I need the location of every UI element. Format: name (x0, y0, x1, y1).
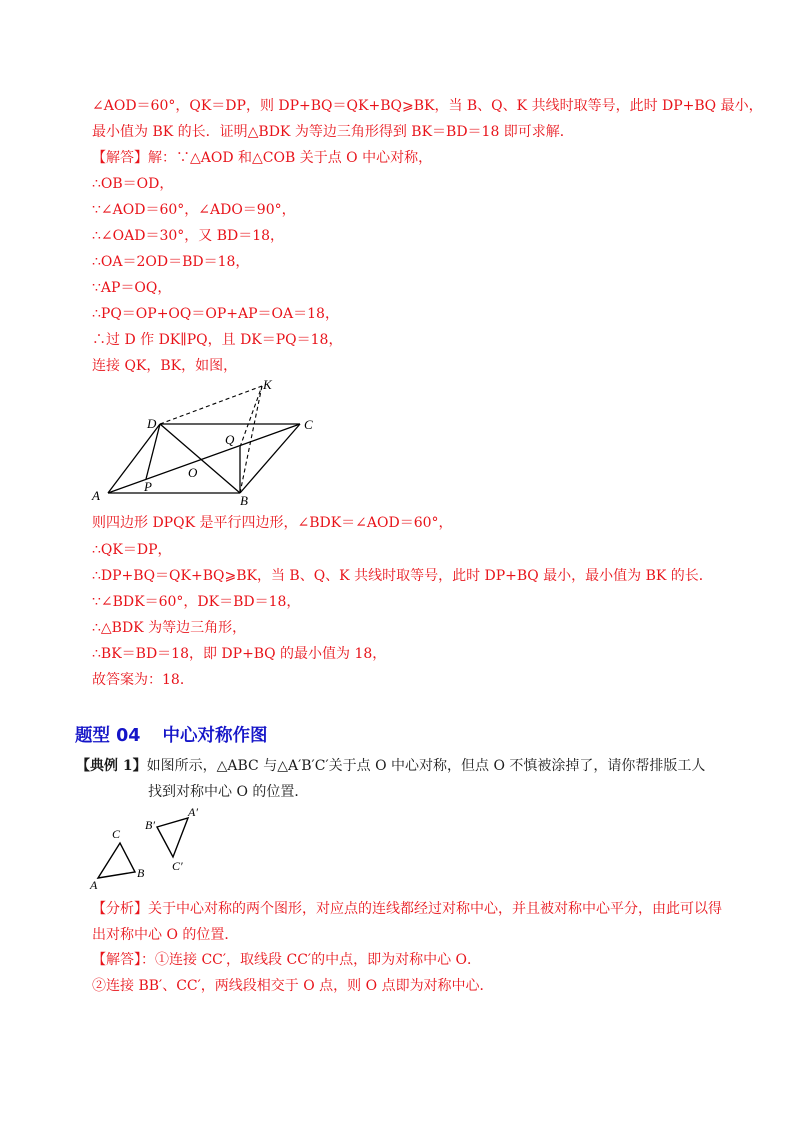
section-heading (75, 722, 267, 747)
example-text-1: 如图所示，△ABC 与△A′B′C′关于点 O 中心对称，但点 O 不慎被涂掉了，请你帮排版工人 (146, 758, 706, 774)
label-A: A (92, 488, 100, 503)
example-line-1 (76, 756, 705, 776)
segment-AD (108, 424, 160, 493)
label-Q: Q (225, 432, 235, 447)
analysis2-line-1: 【分析】关于中心对称的两个图形，对应点的连线都经过对称中心，并且被对称中心平分，由此可以得 (92, 901, 722, 917)
solution2-line-2: ∴QK＝DP， (92, 542, 172, 558)
triangle-ABC (98, 843, 135, 878)
triangle-A1B1C1 (157, 818, 188, 857)
label-A: A (90, 878, 98, 892)
solution-line-8: ∴过 D 作 DK∥PQ，且 DK＝PQ＝18， (92, 332, 343, 348)
solution-line-4: ∴∠OAD＝30°，又 BD＝18， (92, 228, 285, 244)
label-B-prime: B′ (145, 818, 155, 832)
label-C: C (304, 417, 313, 432)
analysis-line-2: 最小值为 BK 的长．证明△BDK 为等边三角形得到 BK＝BD＝18 即可求解． (92, 124, 574, 140)
label-P: P (144, 479, 152, 494)
solution-line-9: 连接 QK，BK，如图， (92, 358, 238, 374)
solution2-line-7: 故答案为：18． (92, 672, 194, 688)
triangles-figure (86, 802, 216, 894)
solution-line-2: ∴OB＝OD， (92, 176, 174, 192)
section-number: 题型 04 (75, 726, 141, 746)
analysis2-line-2: 出对称中心 O 的位置． (92, 927, 239, 943)
analysis-line-1: ∠AOD＝60°，QK＝DP，则 DP+BQ＝QK+BQ⩾BK，当 B、Q、K 共线时取等号，此时 DP+BQ 最小， (92, 98, 763, 114)
solution-line-5: ∴OA＝2OD＝BD＝18， (92, 254, 250, 270)
solution2-line-3: ∴DP+BQ＝QK+BQ⩾BK，当 B、Q、K 共线时取等号，此时 DP+BQ 最小，最小值为 BK 的长． (92, 568, 713, 584)
parallelogram-figure (88, 374, 328, 508)
solution3-line-1: 【解答】：①连接 CC′，取线段 CC′的中点，即为对称中心 O． (92, 952, 482, 968)
solution2-line-5: ∴△BDK 为等边三角形， (92, 620, 247, 636)
label-B: B (137, 866, 145, 880)
solution2-line-4: ∵∠BDK＝60°，DK＝BD＝18， (92, 594, 301, 610)
solution2-line-1: 则四边形 DPQK 是平行四边形，∠BDK＝∠AOD＝60°， (92, 515, 453, 531)
solution-line-3: ∵∠AOD＝60°，∠ADO＝90°， (92, 202, 296, 218)
label-O: O (188, 465, 198, 480)
solution-line-6: ∵AP＝OQ， (92, 280, 172, 296)
label-C: C (112, 827, 121, 841)
label-B: B (240, 493, 248, 508)
section-title: 中心对称作图 (162, 726, 268, 746)
label-A-prime: A′ (188, 805, 198, 819)
label-D: D (147, 416, 157, 431)
segment-DK (160, 386, 262, 424)
solution-line-7: ∴PQ＝OP+OQ＝OP+AP＝OA＝18， (92, 306, 339, 322)
solution-line-1: 【解答】解：∵△AOD 和△COB 关于点 O 中心对称， (92, 150, 433, 166)
solution3-line-2: ②连接 BB′、CC′，两线段相交于 O 点，则 O 点即为对称中心． (92, 978, 494, 994)
segment-AC (108, 424, 300, 493)
label-K: K (263, 377, 272, 392)
label-C-prime: C′ (172, 859, 183, 873)
example-label: 【典例 1】 (76, 758, 147, 774)
solution2-line-6: ∴BK＝BD＝18，即 DP+BQ 的最小值为 18， (92, 646, 387, 662)
example-line-2: 找到对称中心 O 的位置． (148, 784, 309, 800)
